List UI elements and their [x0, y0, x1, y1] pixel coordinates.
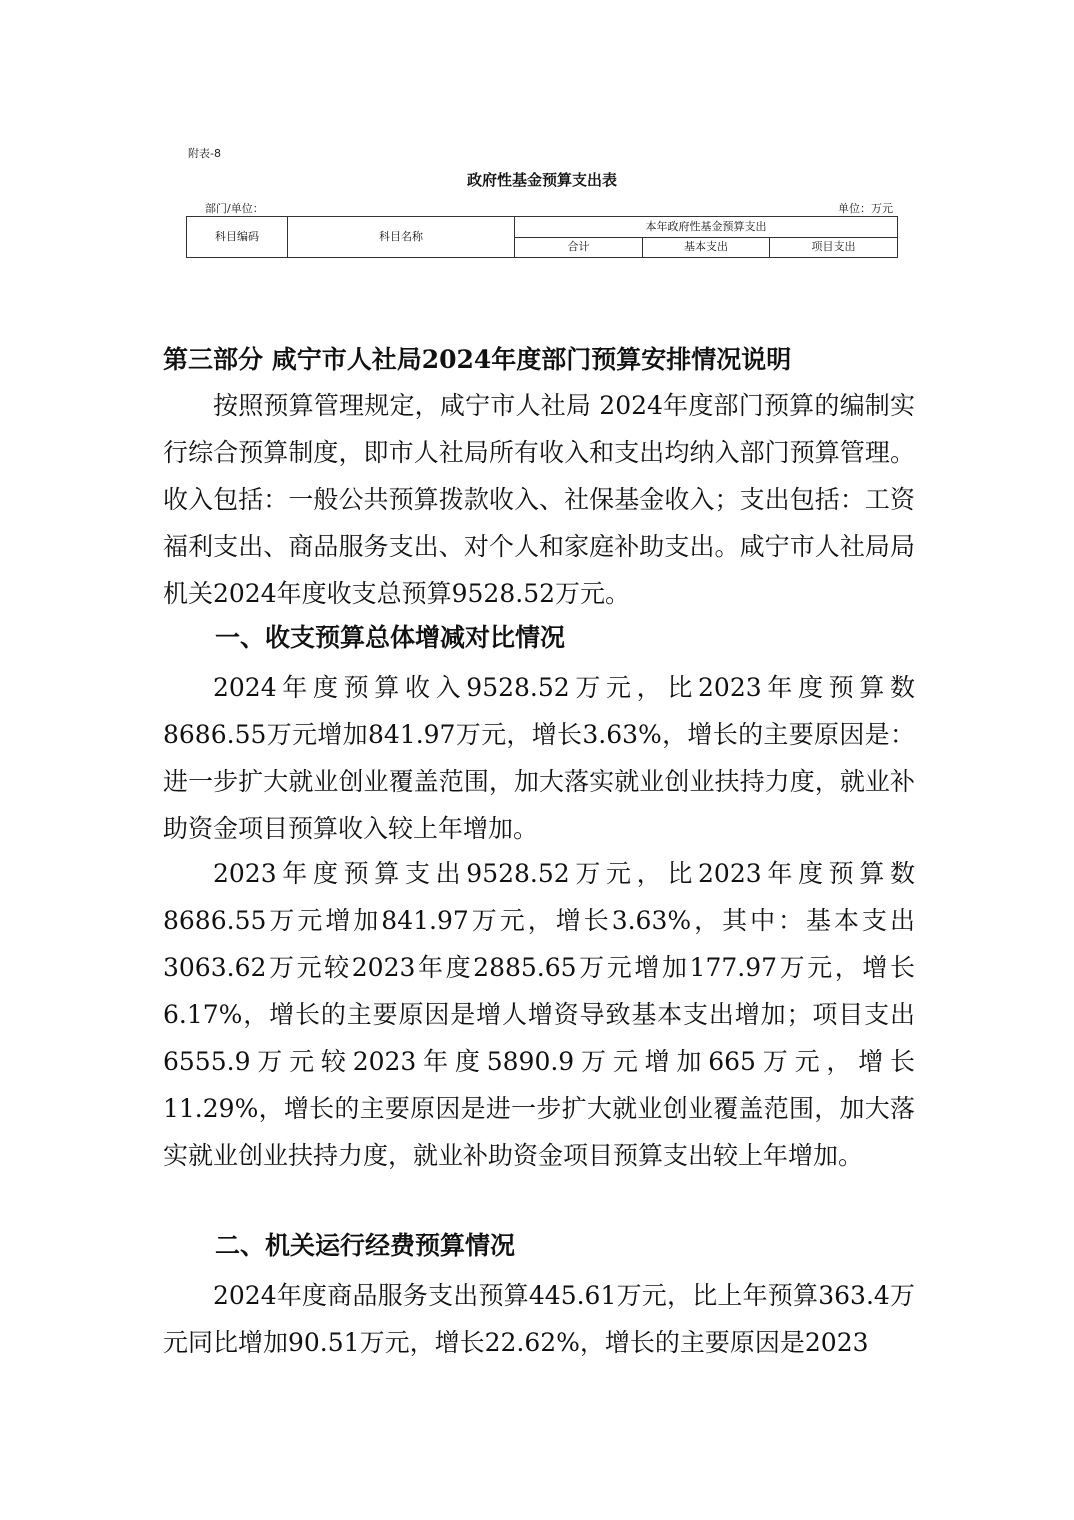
header-subject-name: 科目名称: [288, 217, 515, 258]
subheading-comparison: 一、收支预算总体增减对比情况: [215, 623, 566, 652]
income-paragraph: 2024年度预算收入9528.52万元，比2023年度预算数8686.55万元增加841.97万元，增长3.63%，增长的主要原因是：进一步扩大就业创业覆盖范围，加大落实就业创业扶持力度，就业补助资金项目预算收入较上年增加。: [163, 673, 915, 843]
intro-paragraph: 按照预算管理规定，咸宁市人社局 2024年度部门预算的编制实行综合预算制度，即市人社局所有收入和支出均纳入部门预算管理。收入包括：一般公共预算拨款收入、社保基金收入；支出包括：工资福利支出、商品服务支出、对个人和家庭补助支出。咸宁市人社局局机关2024年度收支总预算9528.52万元。: [163, 391, 915, 608]
header-total: 合计: [515, 237, 643, 258]
fund-expense-table: [186, 216, 898, 258]
attachment-label: 附表-8: [188, 147, 221, 160]
operating-cost-paragraph: 2024年度商品服务支出预算445.61万元，比上年预算363.4万元同比增加90.51万元，增长22.62%，增长的主要原因是2023: [163, 1281, 915, 1357]
department-label: 部门/单位：: [205, 202, 264, 215]
unit-label: 单位：万元: [838, 202, 893, 215]
header-subject-code: 科目编码: [187, 217, 288, 258]
header-fund-expense-group: 本年政府性基金预算支出: [515, 217, 898, 238]
subheading-operating-costs: 二、机关运行经费预算情况: [215, 1231, 516, 1260]
header-basic-expense: 基本支出: [643, 237, 770, 258]
header-project-expense: 项目支出: [770, 237, 898, 258]
expense-paragraph: 2023年度预算支出9528.52万元，比2023年度预算数8686.55万元增加841.97万元，增长3.63%，其中：基本支出3063.62万元较2023年度2885.65万元增加177.97万元，增长6.17%，增长的主要原因是增人增资导致基本支出增加；项目支出6555.9万元较2023年度5890.9万元增加665万元，增长11.29%，增长的主要原因是进一步扩大就业创业覆盖范围，加大落实就业创业扶持力度，就业补助资金项目预算支出较上年增加。: [163, 859, 915, 1170]
section-heading: 第三部分 咸宁市人社局2024年度部门预算安排情况说明: [163, 345, 792, 374]
table-title: 政府性基金预算支出表: [466, 171, 617, 189]
